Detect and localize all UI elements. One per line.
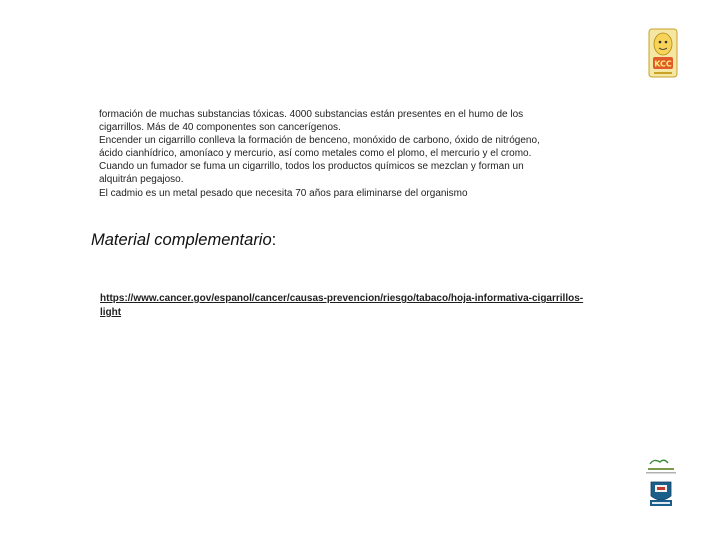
body-line: Encender un cigarrillo conlleva la formación de benceno, monóxido de carbono, óxido de nitrógeno, [99,135,540,147]
institution-emblem-icon [636,456,686,512]
body-line: ácido cianhídrico, amoníaco y mercurio, así como metales como el plomo, el mercurio y el cromo. [99,148,532,160]
body-line: El cadmio es un metal pesado que necesita 70 años para eliminarse del organismo [99,187,468,199]
reference-link-line-2[interactable]: light [100,306,122,318]
section-heading [91,231,276,250]
reference-link-line-1[interactable]: https://www.cancer.gov/espanol/cancer/causas-prevencion/riesgo/tabaco/hoja-informativa-cigarrillos- [100,293,584,304]
section-heading-text: Material complementario [91,231,272,249]
kcc-mascot-logo-icon [648,28,678,78]
body-line: cigarrillos. Más de 40 componentes son cancerígenos. [99,122,341,134]
svg-text:KCC: KCC [654,59,672,69]
body-line: formación de muchas substancias tóxicas. 4000 substancias están presentes en el humo de los [99,109,524,120]
body-line: alquitrán pegajoso. [99,174,184,186]
body-paragraph [99,108,599,200]
section-heading-colon: : [271,231,277,249]
body-line: Cuando un fumador se fuma un cigarrillo, todos los productos químicos se mezclan y forman un [99,161,524,173]
reference-link[interactable] [100,292,640,319]
